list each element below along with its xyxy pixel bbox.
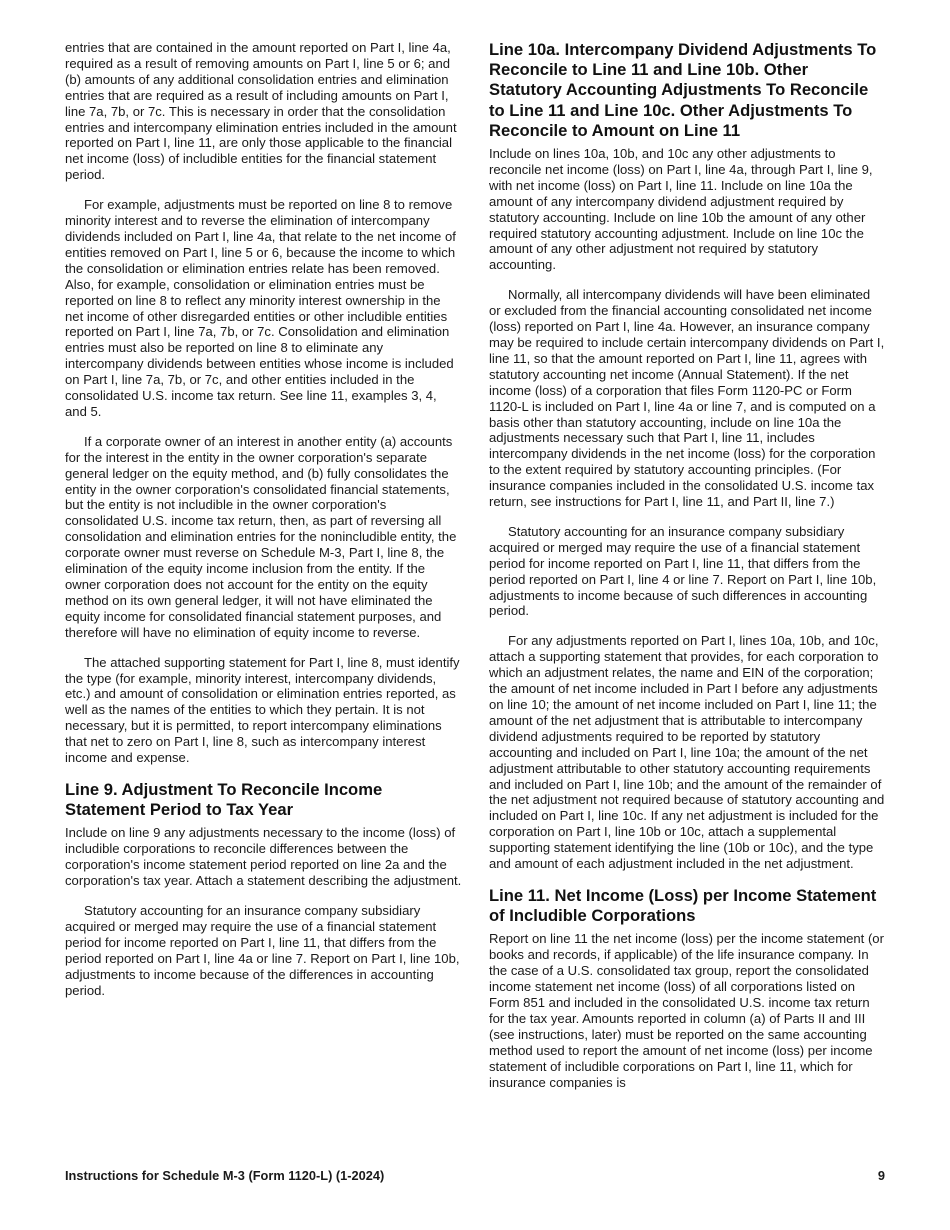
paragraph: entries that are contained in the amount reported on Part I, line 4a, required as a result of removing amounts on Part I, line 5 or 6; and (b) amounts of any additional consolidation entries and elimination entries that are required as a result of including amounts on Part I, line 7a, 7b, or 7c. This is necessary in order that the consolidation entries and intercompany elimination entries included in the amount reported on Part I, line 11, are only those applicable to the financial net income (loss) of includible entities for the financial statement period. [65,40,457,183]
footer-title: Instructions for Schedule M-3 (Form 1120-L) (1-2024) [65,1168,385,1183]
paragraph: For any adjustments reported on Part I, lines 10a, 10b, and 10c, attach a supporting statement that provides, for each corporation to which an adjustment relates, the name and EIN of the corporation; the amount of net income included in Part I before any adjustments on line 10; the amount of net income included on Part I, line 11; the amount of the net adjustment that is attributable to intercompany dividend adjustments required to be reported by statutory accounting and included on Part I, line 10a; the amount of the net adjustment attributable to other statutory accounting requirements and included on Part I, line 10b; and the amount of the remainder of the net adjustment not required because of statutory accounting and included on Part I, line 10c. If any net adjustment is included for the corporation on Part I, line 10b or 10c, attach a supplemental supporting statement identifying the line (10b or 10c), and the type and amount of each adjustment included in the net adjustment. [489,633,885,872]
paragraph: Include on line 9 any adjustments necessary to the income (loss) of includible corporations to reconcile differences between the corporation's income statement period reported on line 2a and the corporation's tax year. Attach a statement describing the adjustment. [65,825,462,889]
left-column [65,40,462,1012]
right-column [489,40,885,1104]
page-number: 9 [877,1168,885,1183]
paragraph: Normally, all intercompany dividends will have been eliminated or excluded from the financial accounting consolidated net income (loss) reported on Part I, line 4a. However, an insurance company may be required to include certain intercompany dividends on Part I, line 11, so that the amount reported on Part I, line 11, agrees with statutory accounting net income (Annual Statement). If the net income (loss) of a corporation that files Form 1120-PC or Form 1120-L is included on Part I, line 4a or line 7, and is computed on a basis other than statutory accounting, include on line 10a the adjustments necessary such that Part I, line 11, includes intercompany dividends in the net income (loss) for the corporation to the extent required by statutory accounting principles. (For insurance companies included in the consolidated U.S. income tax return, see instructions for Part I, line 11, and Part II, line 7.) [489,287,885,510]
paragraph: For example, adjustments must be reported on line 8 to remove minority interest and to reverse the elimination of intercompany dividends included on Part I, line 4a, that relate to the net income of entities removed on Part I, line 5 or 6, because the income to which the consolidation or elimination entries relate has been removed. Also, for example, consolidation or elimination entries must be reported on line 8 to reflect any minority interest ownership in the net income of other disregarded entities or other includible entities reported on Part I, line 7a, 7b, or 7c. Consolidation and elimination entries must also be reported on line 8 to eliminate any intercompany dividends between entities whose income is included on Part I, line 7a, 7b, or 7c, and other entities included in the consolidated U.S. income tax return. See line 11, examples 3, 4, and 5. [65,197,456,419]
paragraph: The attached supporting statement for Part I, line 8, must identify the type (for example, minority interest, intercompany dividends, etc.) and amount of consolidation or elimination entries reported, as well as the names of the entities to which they pertain. It is not necessary, but it is permitted, to report intercompany eliminations that net to zero on Part I, line 8, such as intercompany interest income and expense. [65,654,460,766]
section-heading-line-11: Line 11. Net Income (Loss) per Income Statement of Includible Corporations [489,885,877,926]
paragraph: Include on lines 10a, 10b, and 10c any other adjustments to reconcile net income (loss) on Part I, line 4a, through Part I, line 9, with net income (loss) on Part I, line 11. Include on line 10a the amount of any intercompany dividend adjustment required by statutory accounting. Include on line 10b the amount of any other required statutory accounting adjustment. Include on line 10c the amount of any other adjustment not required by statutory accounting. [489,146,873,273]
paragraph: If a corporate owner of an interest in another entity (a) accounts for the interest in the entity in the owner corporation's separate general ledger on the equity method, and (b) fully consolidates the entity in the owner corporation's consolidated financial statements, but the entity is not includible in the owner corporation's consolidated U.S. income tax return, then, as part of reversing all consolidation and elimination entries for the nonincludible entity, the corporate owner must reverse on Schedule M-3, Part I, line 8, the elimination of the equity income inclusion from the entity. If the owner corporation does not account for the entity on the equity method on its own general ledger, it will not have eliminated the equity income for consolidated financial statement purposes, and therefore will have no elimination of equity income to reverse. [65,433,457,640]
page-footer [65,1168,885,1183]
section-heading-line-10: Line 10a. Intercompany Dividend Adjustments To Reconcile to Line 11 and Line 10b. Other Statutory Accounting Adjustments To Reconcile to Line 11 and Line 10c. Other Adjustments To Reconcile to Amount on Line 11 [489,40,877,140]
paragraph: Statutory accounting for an insurance company subsidiary acquired or merged may require the use of a financial statement period for income reported on Part I, line 11, that differs from the period reported on Part I, line 4a or line 7. Report on Part I, line 10b, adjustments to income because of the differences in accounting period. [65,903,460,998]
section-heading-line-9: Line 9. Adjustment To Reconcile Income Statement Period to Tax Year [65,779,383,820]
paragraph: Statutory accounting for an insurance company subsidiary acquired or merged may require the use of a financial statement period for income reported on Part I, line 11, that differs from the period reported on Part I, line 4 or line 7. Report on Part I, line 10b, adjustments to income because of such differences in accounting period. [489,523,877,619]
paragraph: Report on line 11 the net income (loss) per the income statement (or books and records, if applicable) of the life insurance company. In the case of a U.S. consolidated tax group, report the consolidated income statement net income (loss) of all corporations listed on Form 851 and included in the consolidated U.S. income tax return for the tax year. Amounts reported in column (a) of Parts II and III (see instructions, later) must be reported on the same accounting method used to report the amount of net income (loss) per income statement of includible corporations on Part I, line 11, which for insurance companies is [489,931,884,1090]
